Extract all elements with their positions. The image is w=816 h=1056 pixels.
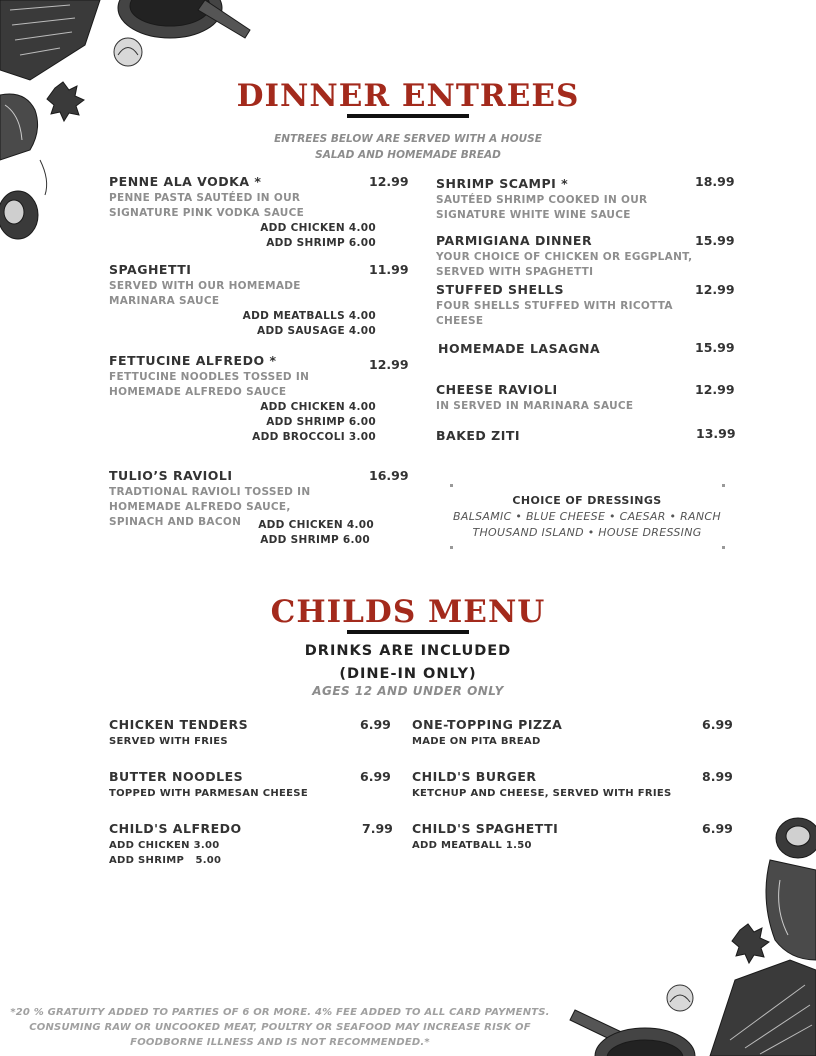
child-item-one-topping-pizza <box>412 717 742 749</box>
item-price: 16.99 <box>369 468 409 483</box>
entree-parmigiana-dinner <box>436 233 736 280</box>
item-name: CHEESE RAVIOLI <box>436 382 558 397</box>
child-item-chicken-tenders <box>109 717 399 749</box>
child-item-butter-noodles <box>109 769 399 801</box>
footer-line2: CONSUMING RAW OR UNCOOKED MEAT, POULTRY OR SEAFOOD MAY INCREASE RISK OF <box>29 1022 531 1033</box>
item-name: CHILD'S SPAGHETTI <box>412 821 559 836</box>
dinner-subtitle-line2: SALAD AND HOMEMADE BREAD <box>315 149 501 161</box>
item-price: 12.99 <box>369 174 409 189</box>
entree-cheese-ravioli <box>436 382 736 414</box>
dressings-box <box>446 484 728 550</box>
item-description: YOUR CHOICE OF CHICKEN OR EGGPLANT, SERVED WITH SPAGHETTI <box>436 251 693 278</box>
item-description: ADD CHICKEN 3.00 <box>109 840 220 851</box>
item-name: ONE-TOPPING PIZZA <box>412 717 563 732</box>
item-name: SPAGHETTI <box>109 262 192 277</box>
childs-drinks-included: DRINKS ARE INCLUDED <box>304 643 512 659</box>
item-addon: ADD CHICKEN 4.00 <box>260 401 376 413</box>
dinner-subtitle <box>208 131 608 163</box>
item-description: SAUTÉED SHRIMP COOKED IN OUR SIGNATURE WHITE WINE SAUCE <box>436 194 648 221</box>
childs-dine-in-only: (DINE-IN ONLY) <box>339 666 477 682</box>
dinner-title: DINNER ENTREES <box>236 78 580 114</box>
item-price: 6.99 <box>360 769 391 784</box>
dressings-heading: CHOICE OF DRESSINGS <box>512 494 662 507</box>
entree-fettucine-alfredo <box>109 353 409 445</box>
item-price: 7.99 <box>362 821 393 836</box>
corner-mark <box>722 546 725 549</box>
dinner-subtitle-line1: ENTREES BELOW ARE SERVED WITH A HOUSE <box>274 133 542 145</box>
item-description: SERVED WITH FRIES <box>109 736 228 747</box>
item-addon: ADD SHRIMP 6.00 <box>266 416 376 428</box>
childs-title: CHILDS MENU <box>270 594 546 630</box>
child-item-childs-alfredo <box>109 821 399 868</box>
child-item-childs-spaghetti <box>412 821 742 853</box>
entree-baked-ziti <box>436 428 736 443</box>
item-price: 15.99 <box>695 340 735 355</box>
item-price: 12.99 <box>369 357 409 372</box>
entree-shrimp-scampi <box>436 176 736 223</box>
item-name: BAKED ZITI <box>436 428 521 443</box>
item-price: 6.99 <box>702 821 733 836</box>
item-description: ADD MEATBALL 1.50 <box>412 840 532 851</box>
footer-line3: FOODBORNE ILLNESS AND IS NOT RECOMMENDED.* <box>130 1037 430 1048</box>
item-description: TRADTIONAL RAVIOLI TOSSED IN HOMEMADE ALFREDO SAUCE, SPINACH AND BACON <box>109 486 311 528</box>
dressings-list <box>436 509 738 541</box>
childs-ages: AGES 12 AND UNDER ONLY <box>312 684 504 698</box>
item-price: 12.99 <box>695 282 735 297</box>
corner-mark <box>450 546 453 549</box>
item-price: 13.99 <box>696 426 736 441</box>
item-addon: ADD CHICKEN 4.00 <box>260 222 376 234</box>
entree-homemade-lasagna <box>438 341 738 356</box>
item-description: TOPPED WITH PARMESAN CHEESE <box>109 788 308 799</box>
item-name: PARMIGIANA DINNER <box>436 233 593 248</box>
item-name: PENNE ALA VODKA * <box>109 174 262 189</box>
item-name: CHILD'S BURGER <box>412 769 537 784</box>
entree-tulios-ravioli <box>109 468 409 548</box>
item-name: SHRIMP SCAMPI * <box>436 176 569 191</box>
entree-stuffed-shells <box>436 282 736 329</box>
item-name: CHILD'S ALFREDO <box>109 821 242 836</box>
item-addon: ADD MEATBALLS 4.00 <box>242 310 376 322</box>
dinner-title-underline <box>347 114 469 118</box>
entree-spaghetti <box>109 262 409 339</box>
item-addon: ADD SHRIMP 6.00 <box>260 534 370 546</box>
item-name: TULIO’S RAVIOLI <box>109 468 233 483</box>
item-addon: ADD SHRIMP 6.00 <box>266 237 376 249</box>
dressings-line2: THOUSAND ISLAND • HOUSE DRESSING <box>472 526 702 539</box>
item-name: FETTUCINE ALFREDO * <box>109 353 277 368</box>
footer-line1: *20 % GRATUITY ADDED TO PARTIES OF 6 OR MORE. 4% FEE ADDED TO ALL CARD PAYMENTS. <box>10 1007 550 1018</box>
footer-notice <box>10 1005 550 1050</box>
item-price: 18.99 <box>695 174 735 189</box>
corner-mark <box>450 484 453 487</box>
item-name: CHICKEN TENDERS <box>109 717 249 732</box>
entree-penne-ala-vodka <box>109 174 409 251</box>
item-name: STUFFED SHELLS <box>436 282 564 297</box>
item-price: 6.99 <box>360 717 391 732</box>
item-description: IN SERVED IN MARINARA SAUCE <box>436 400 634 412</box>
childs-title-underline <box>347 630 469 634</box>
item-addon: ADD CHICKEN 4.00 <box>258 519 374 531</box>
item-addon: ADD SAUSAGE 4.00 <box>257 325 376 337</box>
item-price: 15.99 <box>695 233 735 248</box>
item-description: KETCHUP AND CHEESE, SERVED WITH FRIES <box>412 788 672 799</box>
item-price: 12.99 <box>695 382 735 397</box>
item-price: 11.99 <box>369 262 409 277</box>
item-description: MADE ON PITA BREAD <box>412 736 541 747</box>
item-name: HOMEMADE LASAGNA <box>438 341 601 356</box>
corner-mark <box>722 484 725 487</box>
item-description: ADD SHRIMP 5.00 <box>109 855 222 866</box>
item-price: 8.99 <box>702 769 733 784</box>
item-description: FETTUCINE NOODLES TOSSED IN HOMEMADE ALFREDO SAUCE <box>109 371 310 398</box>
item-addon: ADD BROCCOLI 3.00 <box>252 431 376 443</box>
dressings-line1: BALSAMIC • BLUE CHEESE • CAESAR • RANCH <box>453 510 721 523</box>
item-description: SERVED WITH OUR HOMEMADE MARINARA SAUCE <box>109 280 301 307</box>
item-description: PENNE PASTA SAUTÉED IN OUR SIGNATURE PINK VODKA SAUCE <box>109 192 305 219</box>
child-item-childs-burger <box>412 769 742 801</box>
item-price: 6.99 <box>702 717 733 732</box>
item-description: FOUR SHELLS STUFFED WITH RICOTTA CHEESE <box>436 300 673 327</box>
item-name: BUTTER NOODLES <box>109 769 244 784</box>
